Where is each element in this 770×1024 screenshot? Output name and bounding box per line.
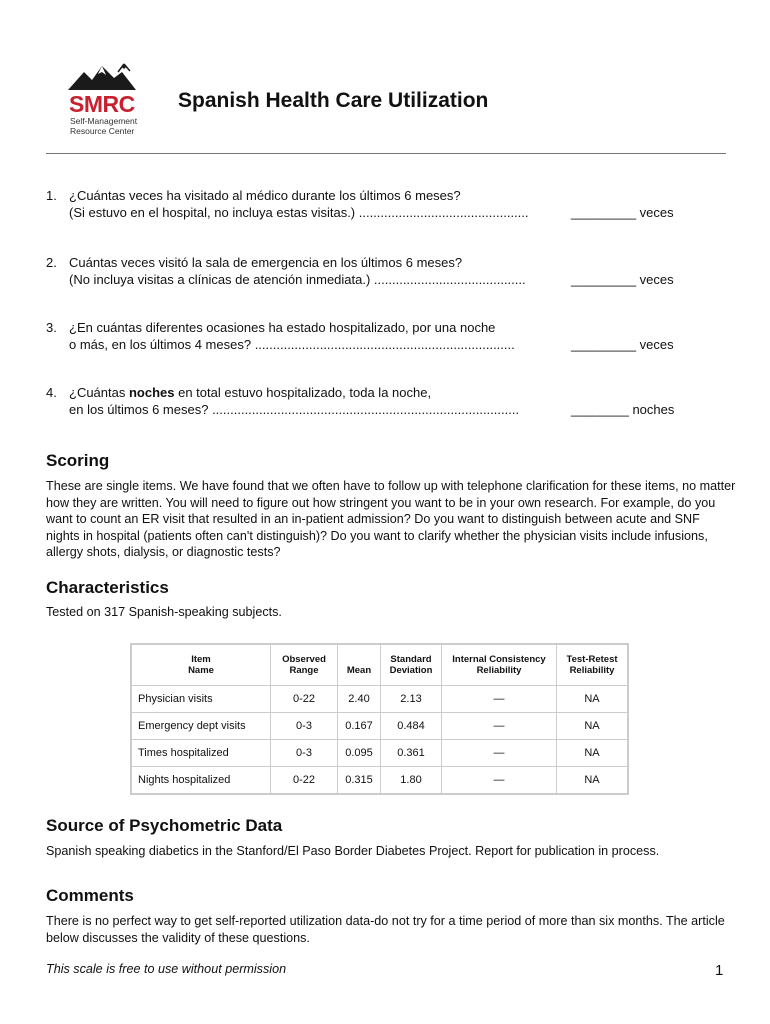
header-item-name: Item Name [131,644,271,686]
cell-mean: 0.095 [338,740,381,767]
question-subtext: o más, en los últimos 4 meses? ........................................................................ [69,337,515,352]
cell-mean: 0.315 [338,767,381,795]
page-title: Spanish Health Care Utilization [178,89,489,112]
cell-sd: 0.484 [381,713,442,740]
scoring-text: These are single items. We have found that we often have to follow up with telephone clarification for these items, no matter how they are written. You will need to figure out how stringent you want to be in your own research. For example, do you want to count an ER visit that resulted in an in-patient admission? Do you want to distinguish between acute and SNF nights in hospital (patients often can't distinguish)? Do you want to clarify whether the physician visits include infusions, allergy shots, dialysis, or diagnostic tests? [46,479,736,559]
characteristics-text: Tested on 317 Spanish-speaking subjects. [46,605,282,619]
table-row [131,767,628,795]
footer-note: This scale is free to use without permission [46,962,287,976]
question-number: 4. [46,385,57,400]
question-text-bold: noches [128,385,175,400]
cell-range: 0-3 [271,713,338,740]
answer-blank: _________ veces [571,272,674,287]
cell-test-retest: NA [557,767,629,795]
source-text: Spanish speaking diabetics in the Stanford/El Paso Border Diabetes Project. Report for publication in process. [46,844,660,858]
header-internal-consistency: Internal Consistency Reliability [442,644,557,686]
cell-item-name: Times hospitalized [131,740,271,767]
comments-text: There is no perfect way to get self-reported utilization data-do not try for a time period of more than six months. The article below discusses the validity of these questions. [46,914,725,945]
logo-subtitle-line-1: Self-Management [70,116,138,126]
question-text: ¿En cuántas diferentes ocasiones ha estado hospitalizado, por una noche [69,320,496,335]
header-mean: Mean [338,644,381,686]
question-number: 2. [46,255,57,270]
cell-internal-consistency: — [442,740,557,767]
question-number: 1. [46,188,57,203]
logo-subtitle-line-2: Resource Center [70,125,135,136]
cell-range: 0-22 [271,767,338,795]
cell-test-retest: NA [557,713,629,740]
header-divider [46,153,726,154]
cell-range: 0-3 [271,740,338,767]
question-text: Cuántas veces visitó la sala de emergencia en los últimos 6 meses? [69,255,463,270]
question-text: ¿Cuántas veces ha visitado al médico durante los últimos 6 meses? [69,188,461,203]
answer-blank: _________ veces [571,205,674,220]
cell-item-name: Physician visits [131,686,271,713]
cell-item-name: Emergency dept visits [131,713,271,740]
cell-mean: 2.40 [338,686,381,713]
logo-subtitle [70,117,137,136]
question-subtext: en los últimos 6 meses? ..................................................................................... [69,402,520,417]
table-row [131,686,628,713]
header-standard-deviation: Standard Deviation [381,644,442,686]
cell-item-name: Nights hospitalized [131,767,271,795]
logo-wordmark: SMRC [69,91,135,117]
question-text-start: ¿Cuántas [69,385,129,400]
table-row [131,713,628,740]
source-heading: Source of Psychometric Data [46,816,283,835]
question-subtext: (No incluya visitas a clínicas de atención inmediata.) .......................................... [69,272,526,287]
header-test-retest: Test-Retest Reliability [557,644,629,686]
page-number: 1 [715,962,724,979]
cell-mean: 0.167 [338,713,381,740]
cell-internal-consistency: — [442,686,557,713]
cell-sd: 0.361 [381,740,442,767]
cell-sd: 1.80 [381,767,442,795]
question-text [69,384,431,401]
table-row [131,740,628,767]
characteristics-table [130,643,629,795]
question-subtext: (Si estuvo en el hospital, no incluya estas visitas.) ............................................... [69,205,529,220]
question-text-end: en total estuvo hospitalizado, toda la noche, [174,385,432,400]
smrc-logo [66,62,146,138]
characteristics-heading: Characteristics [46,578,169,597]
cell-internal-consistency: — [442,713,557,740]
cell-range: 0-22 [271,686,338,713]
answer-blank: _________ veces [571,337,674,352]
header-observed-range: Observed Range [271,644,338,686]
scoring-heading: Scoring [46,451,110,470]
cell-test-retest: NA [557,686,629,713]
question-number: 3. [46,320,57,335]
mountain-logo-icon [66,62,146,94]
cell-internal-consistency: — [442,767,557,795]
cell-sd: 2.13 [381,686,442,713]
cell-test-retest: NA [557,740,629,767]
table-header-row [131,644,628,686]
answer-blank: ________ noches [571,402,675,417]
comments-heading: Comments [46,886,134,905]
